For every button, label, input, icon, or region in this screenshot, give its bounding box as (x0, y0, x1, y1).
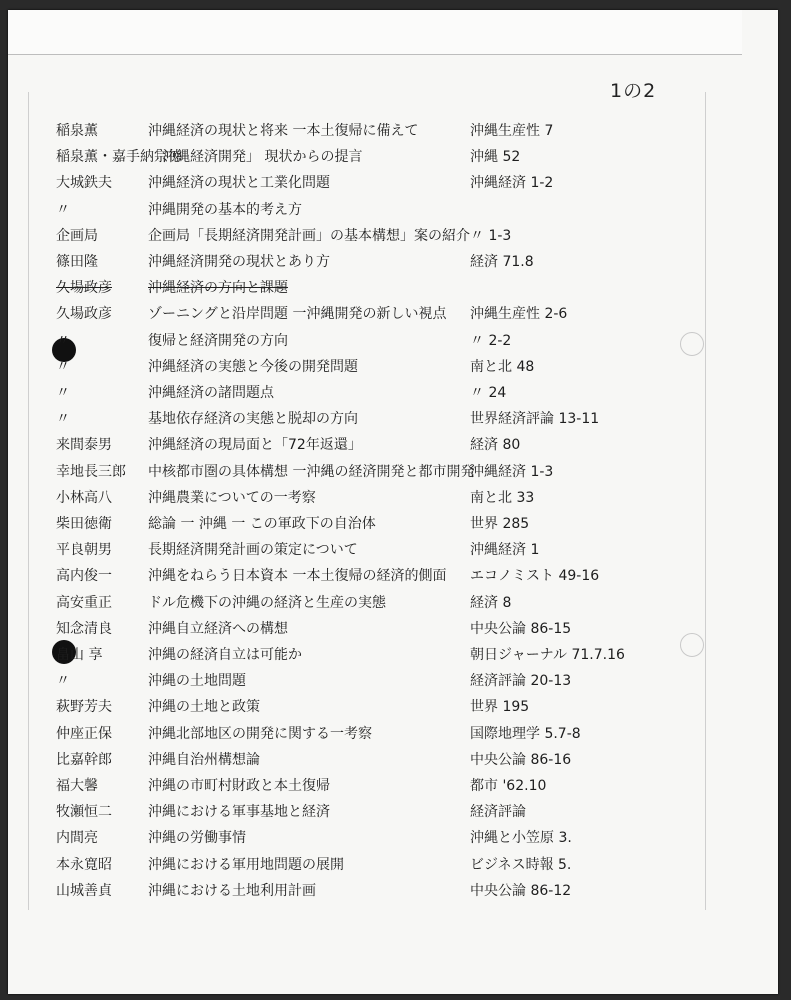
entry-author: 平良朝男 (56, 542, 112, 559)
entry-author: 萩野芳夫 (56, 699, 112, 716)
bibliography-entry (0, 565, 791, 591)
entry-author: 牧瀬恒二 (56, 804, 112, 821)
entry-author: 畠山 享 (56, 647, 103, 663)
entry-author: 企画局 (56, 227, 98, 244)
entry-title: 沖縄農業についての一考察 (148, 489, 316, 506)
entry-title: 沖縄における土地利用計画 (148, 882, 316, 899)
entry-source: 〃 24 (470, 385, 507, 401)
bibliography-entry (0, 382, 791, 408)
entry-author: 久場政彦 (56, 280, 112, 297)
entry-title: 「沖縄経済開発」 現状からの提言 (148, 149, 363, 166)
entry-title: 沖縄経済の実態と今後の開発問題 (148, 358, 358, 375)
entry-source: 経済評論 20-13 (470, 673, 572, 690)
entry-title: 沖縄経済の現状と工業化問題 (148, 175, 330, 192)
bibliography-entry (0, 277, 791, 303)
bibliography-entry (0, 644, 791, 670)
entry-title: 沖縄の経済自立は可能か (148, 647, 302, 663)
entry-author: 来間泰男 (56, 437, 112, 454)
bibliography-entry (0, 696, 791, 722)
entry-author: 〃 (56, 385, 70, 401)
entry-title: 沖縄の市町村財政と本土復帰 (148, 778, 330, 794)
entry-author: 稲泉薫・嘉手納宗徳 (56, 149, 182, 166)
entry-title: 沖縄における軍事基地と経済 (148, 804, 330, 821)
entry-author: 大城鉄夫 (56, 175, 112, 192)
entry-title: ドル危機下の沖縄の経済と生産の実態 (148, 594, 386, 611)
bibliography-entry (0, 749, 791, 775)
entry-source: 経済評論 (470, 804, 526, 821)
entry-author: 内間亮 (56, 830, 98, 847)
bibliography-entry (0, 330, 791, 356)
entry-title: 沖縄の土地問題 (148, 673, 246, 690)
entry-title: ゾーニングと沿岸問題 一沖縄開発の新しい視点 (148, 306, 447, 323)
entry-source: 沖縄経済 1 (470, 542, 540, 559)
bibliography-entry (0, 880, 791, 906)
entry-title: 沖縄の労働事情 (148, 830, 246, 847)
entry-source: 世界 195 (470, 699, 530, 716)
entry-title: 沖縄の土地と政策 (148, 699, 260, 716)
bibliography-entry (0, 801, 791, 827)
entry-author: 幸地長三郎 (56, 463, 126, 480)
entry-title: 沖縄経済の方向と課題 (148, 280, 288, 297)
entry-title: 沖縄開発の基本的考え方 (148, 201, 302, 218)
entry-title: 沖縄における軍用地問題の展開 (148, 856, 344, 873)
entry-source: 中央公論 86-16 (470, 751, 572, 768)
entry-source: 経済 8 (470, 594, 512, 611)
bibliography-entry (0, 356, 791, 382)
entry-source: 沖縄経済 1-2 (470, 175, 554, 192)
entry-title: 沖縄経済の諸問題点 (148, 385, 274, 401)
bibliography-entry (0, 251, 791, 277)
bibliography-entry (0, 592, 791, 618)
bibliography-entry (0, 618, 791, 644)
entry-author: 本永寛昭 (56, 856, 112, 873)
entry-source: 経済 71.8 (470, 254, 534, 270)
entry-author: 小林高八 (56, 489, 112, 506)
entry-author: 山城善貞 (56, 882, 112, 899)
entry-title: 沖縄自治州構想論 (148, 751, 260, 768)
entry-author: 仲座正保 (56, 725, 112, 742)
scan-top-edge (8, 10, 742, 55)
entry-title: 企画局「長期経済開発計画」の基本構想」案の紹介 (148, 227, 470, 244)
entry-source: 〃 2-2 (470, 332, 512, 349)
entry-title: 沖縄自立経済への構想 (148, 620, 288, 637)
entry-title: 沖縄経済の現局面と「72年返還」 (148, 437, 362, 454)
entry-author: 高安重正 (56, 594, 112, 611)
entry-source: 朝日ジャーナル 71.7.16 (470, 647, 625, 663)
bibliography-entry (0, 670, 791, 696)
bibliography-entry (0, 539, 791, 565)
bibliography-entry (0, 172, 791, 198)
entry-source: 〃 1-3 (470, 227, 512, 244)
entry-source: 沖縄と小笠原 3. (470, 830, 572, 847)
entry-source: 中央公論 86-12 (470, 882, 572, 899)
entry-author: 柴田徳衛 (56, 516, 112, 532)
bibliography-entry (0, 146, 791, 172)
entry-title: 沖縄をねらう日本資本 一本土復帰の経済的側面 (148, 568, 447, 585)
bibliography-entry (0, 199, 791, 225)
entry-author: 〃 (56, 411, 70, 428)
entry-source: 世界 285 (470, 516, 530, 532)
entry-title: 基地依存経済の実態と脱却の方向 (148, 411, 358, 428)
bibliography-entry (0, 303, 791, 329)
entry-source: 国際地理学 5.7-8 (470, 725, 581, 742)
bibliography-entry (0, 487, 791, 513)
bibliography-entry (0, 225, 791, 251)
entry-source: 中央公論 86-15 (470, 620, 572, 637)
entry-title: 沖縄経済開発の現状とあり方 (148, 254, 330, 270)
bibliography-entry (0, 854, 791, 880)
entry-source: 沖縄生産性 7 (470, 123, 554, 139)
entry-title: 復帰と経済開発の方向 (148, 332, 288, 349)
entry-source: 南と北 33 (470, 489, 535, 506)
entry-title: 沖縄経済の現状と将来 一本土復帰に備えて (148, 123, 419, 139)
entry-author: 福大馨 (56, 778, 98, 794)
bibliography-entry (0, 827, 791, 853)
entry-author: 稲泉薫 (56, 123, 98, 139)
entry-title: 中核都市圏の具体構想 一沖縄の経済開発と都市開発 (148, 463, 475, 480)
entry-source: 沖縄 52 (470, 149, 521, 166)
entry-author: 篠田隆 (56, 254, 98, 270)
bibliography-entry (0, 723, 791, 749)
entry-source: エコノミスト 49-16 (470, 568, 600, 585)
bibliography-entry (0, 775, 791, 801)
entry-author: 知念清良 (56, 620, 112, 637)
entry-title: 総論 一 沖縄 一 この軍政下の自治体 (148, 516, 376, 532)
entry-author: 久場政彦 (56, 306, 112, 323)
entry-title: 長期経済開発計画の策定について (148, 542, 358, 559)
bibliography-entry (0, 120, 791, 146)
entry-source: 経済 80 (470, 437, 521, 454)
bibliography-entry (0, 461, 791, 487)
entry-author: 〃 (56, 673, 70, 690)
entry-author: 比嘉幹郎 (56, 751, 112, 768)
entry-author: 〃 (56, 332, 70, 349)
entry-author: 高内俊一 (56, 568, 112, 585)
entry-source: 南と北 48 (470, 358, 535, 375)
entry-author: 〃 (56, 201, 70, 218)
entry-source: 世界経済評論 13-11 (470, 411, 600, 428)
entry-source: ビジネス時報 5. (470, 856, 572, 873)
entry-author: 〃 (56, 358, 70, 375)
bibliography-entry (0, 513, 791, 539)
bibliography-entry (0, 408, 791, 434)
entry-source: 都市 '62.10 (470, 778, 547, 794)
bibliography-entry (0, 434, 791, 460)
entry-source: 沖縄生産性 2-6 (470, 306, 568, 323)
entry-title: 沖縄北部地区の開発に関する一考察 (148, 725, 372, 742)
page-number: 1の2 (610, 80, 657, 102)
entry-source: 沖縄経済 1-3 (470, 463, 554, 480)
